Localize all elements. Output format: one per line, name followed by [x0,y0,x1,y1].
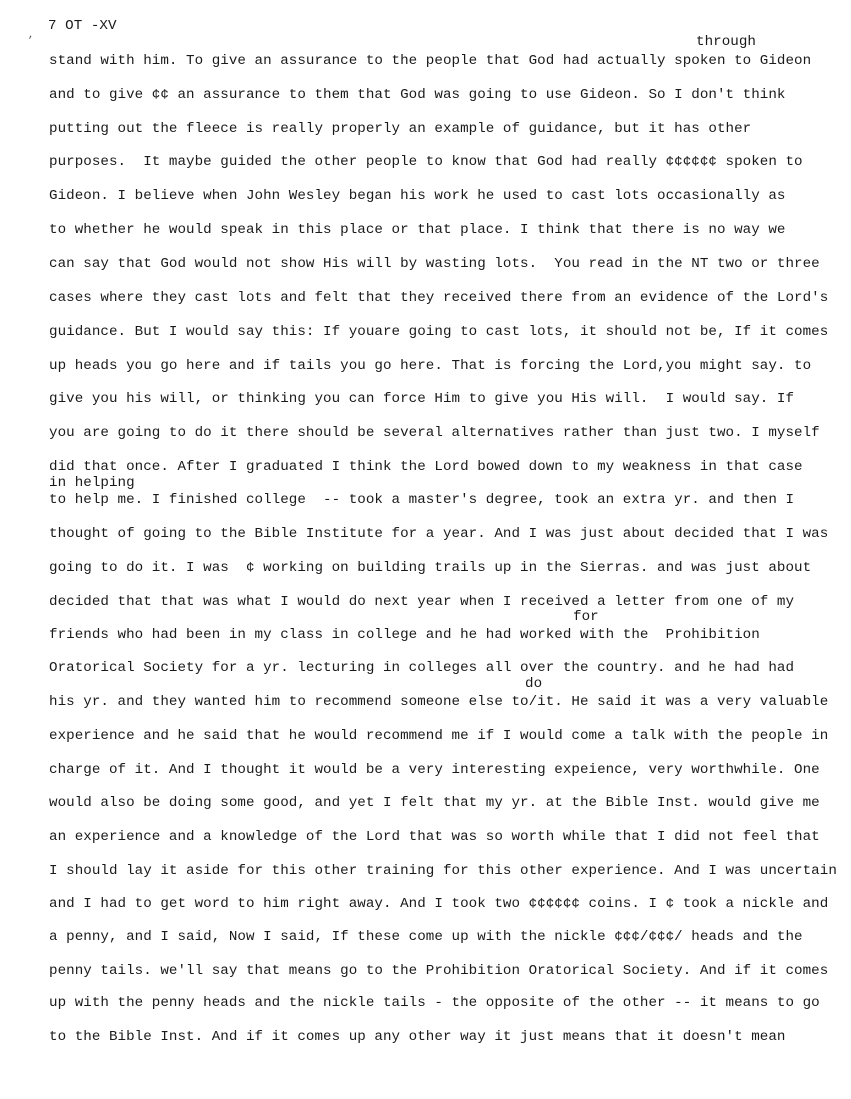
text-line: can say that God would not show His will by wasting lots. You read in the NT two or three [49,256,820,272]
text-line: thought of going to the Bible Institute for a year. And I was just about decided that I was [49,526,829,542]
text-line: experience and he said that he would recommend me if I would come a talk with the people in [49,728,829,744]
text-line: stand with him. To give an assurance to the people that God had actually spoken to Gideon [49,53,812,69]
text-line: and I had to get word to him right away. And I took two ¢¢¢¢¢¢ coins. I ¢ took a nickle and [49,896,829,912]
text-line: Oratorical Society for a yr. lecturing in colleges all over the country. and he had had [49,660,795,676]
text-line: to the Bible Inst. And if it comes up any other way it just means that it doesn't mean [49,1029,786,1045]
text-line: cases where they cast lots and felt that they received there from an evidence of the Lord's [49,290,829,306]
text-line: and to give ¢¢ an assurance to them that God was going to use Gideon. So I don't think [49,87,786,103]
text-line: purposes. It maybe guided the other people to know that God had really ¢¢¢¢¢¢ spoken to [49,154,803,170]
text-line: his yr. and they wanted him to recommend someone else to/it. He said it was a very valuable [49,694,829,710]
text-line: penny tails. we'll say that means go to the Prohibition Oratorical Society. And if it comes [49,963,829,979]
text-line: decided that that was what I would do next year when I received a letter from one of my [49,594,795,610]
text-line: going to do it. I was ¢ working on building trails up in the Sierras. and was just about [49,560,812,576]
text-line: Gideon. I believe when John Wesley began his work he used to cast lots occasionally as [49,188,786,204]
text-line: you are going to do it there should be several alternatives rather than just two. I myself [49,425,820,441]
insertion-text: for [573,609,599,625]
text-line: to help me. I finished college -- took a master's degree, took an extra yr. and then I [49,492,795,508]
text-line: I should lay it aside for this other training for this other experience. And I was uncertain [49,863,837,879]
text-line: charge of it. And I thought it would be a very interesting expeience, very worthwhile. One [49,762,820,778]
text-line: did that once. After I graduated I think the Lord bowed down to my weakness in that case [49,459,803,475]
text-line: would also be doing some good, and yet I felt that my yr. at the Bible Inst. would give me [49,795,820,811]
page-header: 7 OT -XV [48,18,117,34]
text-line: up heads you go here and if tails you go here. That is forcing the Lord,you might say. to [49,358,812,374]
insertion-text: do [525,676,543,692]
text-line: friends who had been in my class in college and he had worked with the Prohibition [49,627,760,643]
text-line: guidance. But I would say this: If youare going to cast lots, it should not be, If it comes [49,324,829,340]
insertion-text: through [696,34,756,50]
margin-mark: , [28,30,35,41]
insertion-text: in helping [49,475,135,491]
text-line: up with the penny heads and the nickle tails - the opposite of the other -- it means to go [49,995,820,1011]
text-line: a penny, and I said, Now I said, If these come up with the nickle ¢¢¢/¢¢¢/ heads and the [49,929,803,945]
text-line: to whether he would speak in this place or that place. I think that there is no way we [49,222,786,238]
text-line: an experience and a knowledge of the Lord that was so worth while that I did not feel that [49,829,820,845]
text-line: putting out the fleece is really properly an example of guidance, but it has other [49,121,752,137]
text-line: give you his will, or thinking you can force Him to give you His will. I would say. If [49,391,795,407]
